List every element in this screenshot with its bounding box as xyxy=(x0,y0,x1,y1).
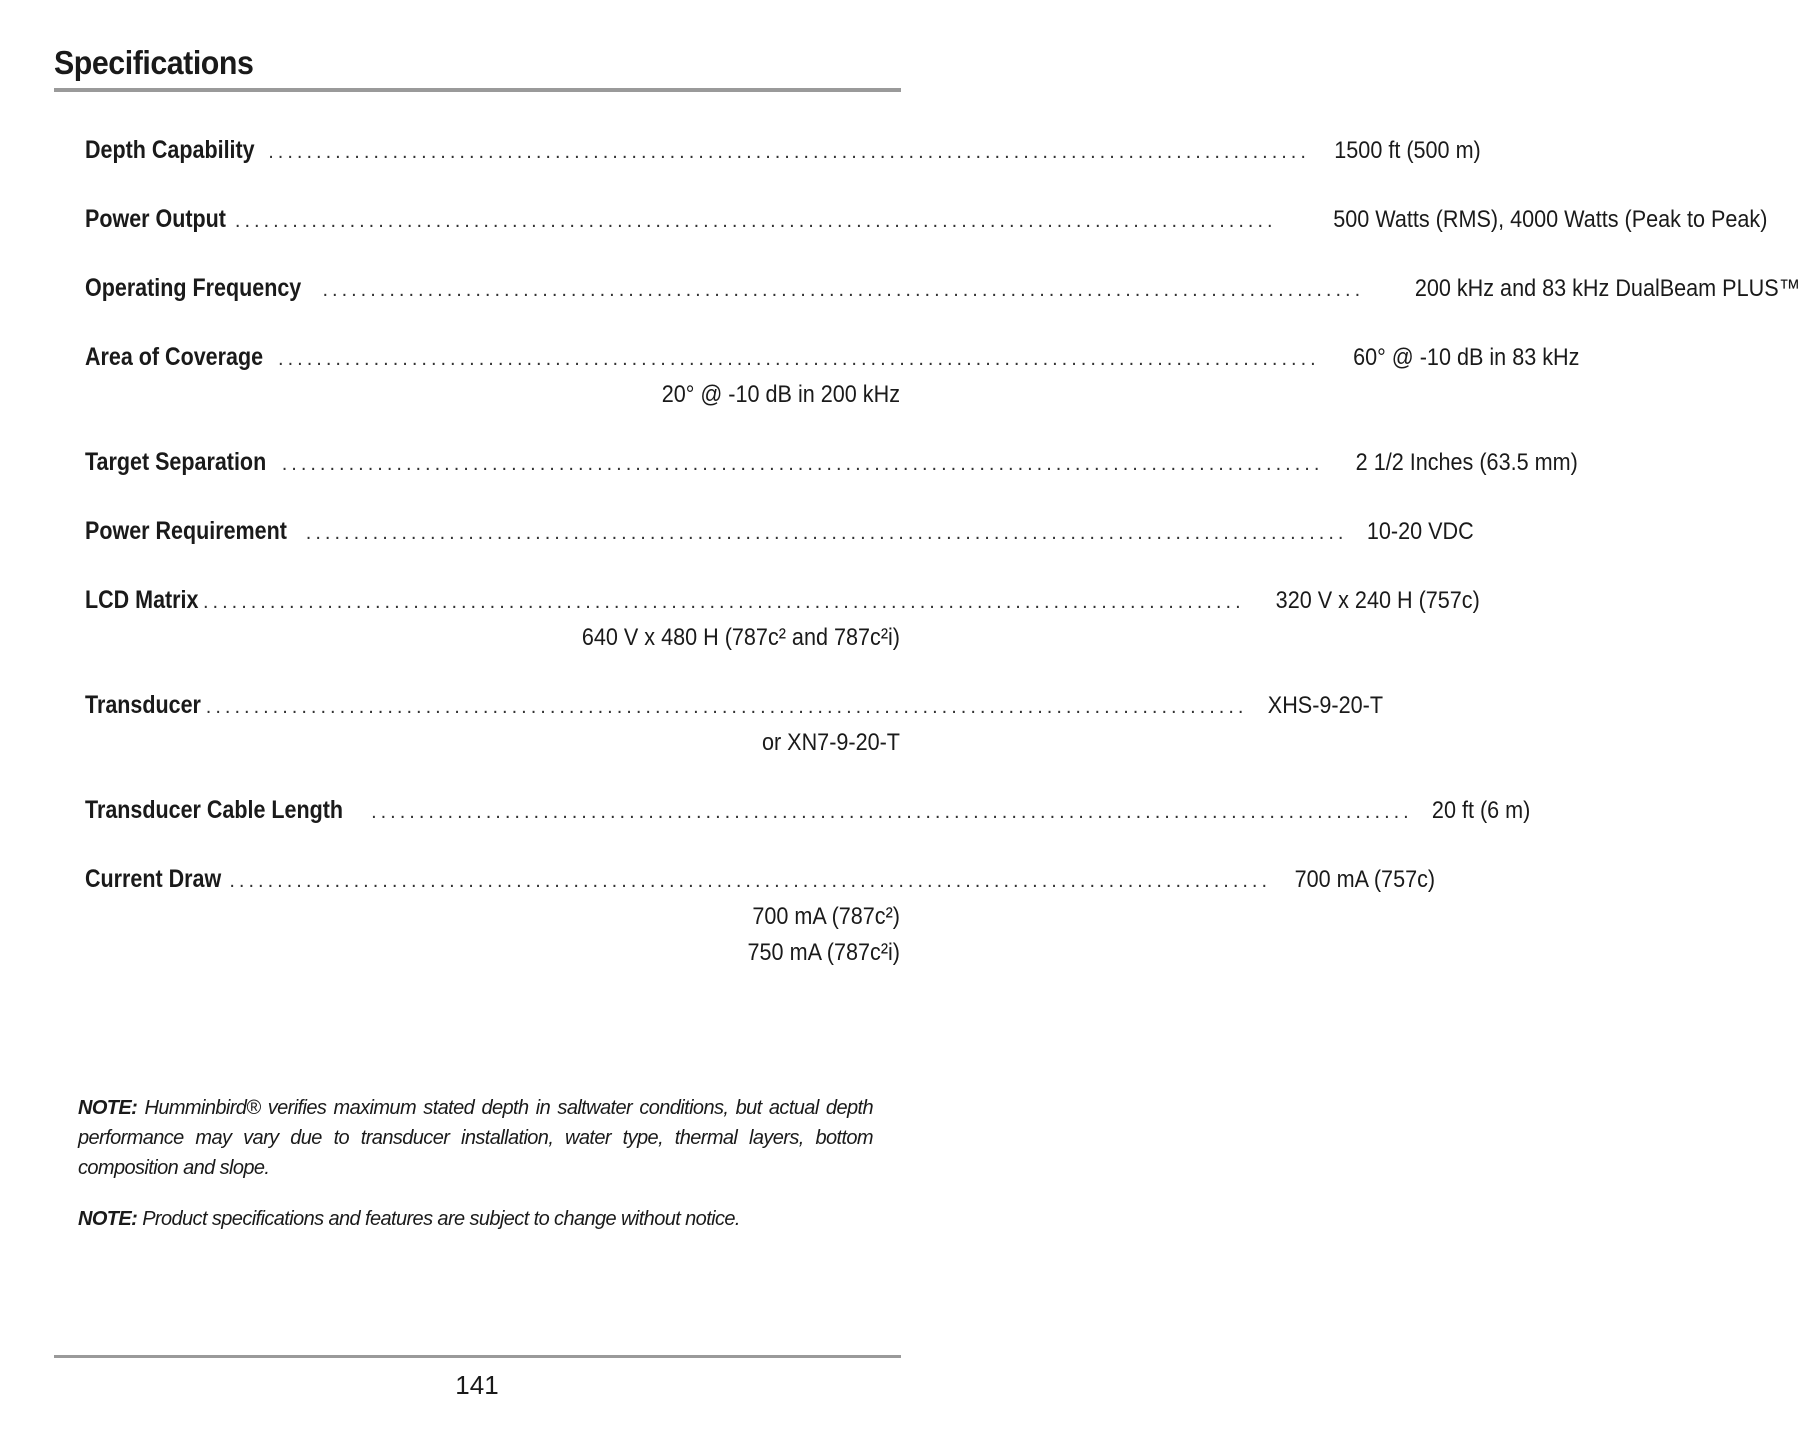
spec-target-separation xyxy=(85,444,1579,482)
spec-label: Transducer xyxy=(85,691,201,719)
dot-leader: ............................................................................................................. xyxy=(205,696,1248,718)
dot-leader: ............................................................................................................. xyxy=(234,210,1277,232)
note-depth xyxy=(78,1093,873,1183)
note-prefix: NOTE: xyxy=(78,1097,138,1119)
spec-label: Target Separation xyxy=(85,448,267,476)
spec-value-line: or XN7-9-20-T xyxy=(761,729,900,756)
dot-leader: ............................................................................................................. xyxy=(278,348,1320,370)
page-number: 141 xyxy=(455,1370,499,1400)
spec-value: 10-20 VDC xyxy=(1367,518,1475,545)
specs-list xyxy=(85,132,1800,1002)
spec-value-line: 700 mA (787c²) xyxy=(752,903,900,930)
spec-current-draw xyxy=(85,861,1436,971)
spec-transducer xyxy=(85,687,1384,761)
title-divider xyxy=(54,88,901,92)
spec-value: 20 ft (6 m) xyxy=(1431,797,1531,824)
dot-leader: ............................................................................................................. xyxy=(305,522,1348,544)
spec-label: Power Output xyxy=(85,205,226,233)
spec-value-line: 20° @ -10 dB in 200 kHz xyxy=(661,381,900,408)
footer-divider xyxy=(54,1355,901,1358)
spec-value: 500 Watts (RMS), 4000 Watts (Peak to Peak) xyxy=(1332,206,1767,233)
spec-value-line: 640 V x 480 H (787c² and 787c²i) xyxy=(581,624,900,651)
spec-label: Depth Capability xyxy=(85,136,255,164)
spec-label: Current Draw xyxy=(85,865,222,893)
spec-operating-frequency xyxy=(85,270,1800,308)
spec-value: 320 V x 240 H (757c) xyxy=(1275,587,1480,614)
spec-value: 60° @ -10 dB in 83 kHz xyxy=(1352,344,1580,371)
spec-label: Area of Coverage xyxy=(85,343,264,371)
note-text: Humminbird® verifies maximum stated depth in saltwater conditions, but actual depth performance may vary due to transducer installation, water type, thermal layers, bottom composition and slope. xyxy=(78,1097,873,1179)
spec-label: Power Requirement xyxy=(85,517,287,545)
spec-value: XHS-9-20-T xyxy=(1268,692,1384,719)
note-prefix: NOTE: xyxy=(78,1208,138,1230)
spec-value: 1500 ft (500 m) xyxy=(1334,137,1481,164)
spec-value: 700 mA (757c) xyxy=(1294,866,1436,893)
spec-power-output xyxy=(85,201,1767,239)
spec-depth-capability xyxy=(85,132,1481,170)
spec-value-line: 750 mA (787c²i) xyxy=(747,939,900,966)
dot-leader: ............................................................................................................. xyxy=(229,870,1272,892)
spec-value: 2 1/2 Inches (63.5 mm) xyxy=(1356,449,1579,476)
spec-label: Transducer Cable Length xyxy=(85,796,344,824)
spec-transducer-cable-length xyxy=(85,792,1531,830)
note-text: Product specifications and features are subject to change without notice. xyxy=(142,1208,740,1230)
page-title: Specifications xyxy=(54,44,254,81)
dot-leader: ............................................................................................................. xyxy=(371,801,1413,823)
dot-leader: ............................................................................................................. xyxy=(281,453,1324,475)
spec-value: 200 kHz and 83 kHz DualBeam PLUS™ xyxy=(1414,275,1800,302)
spec-area-of-coverage xyxy=(85,339,1580,413)
dot-leader: ............................................................................................................. xyxy=(322,279,1365,301)
spec-power-requirement xyxy=(85,513,1475,551)
dot-leader: ............................................................................................................. xyxy=(202,591,1245,613)
spec-lcd-matrix xyxy=(85,582,1480,656)
dot-leader: ............................................................................................................. xyxy=(268,141,1310,163)
spec-label: LCD Matrix xyxy=(85,586,199,614)
note-specifications xyxy=(78,1204,873,1234)
spec-label: Operating Frequency xyxy=(85,274,302,302)
